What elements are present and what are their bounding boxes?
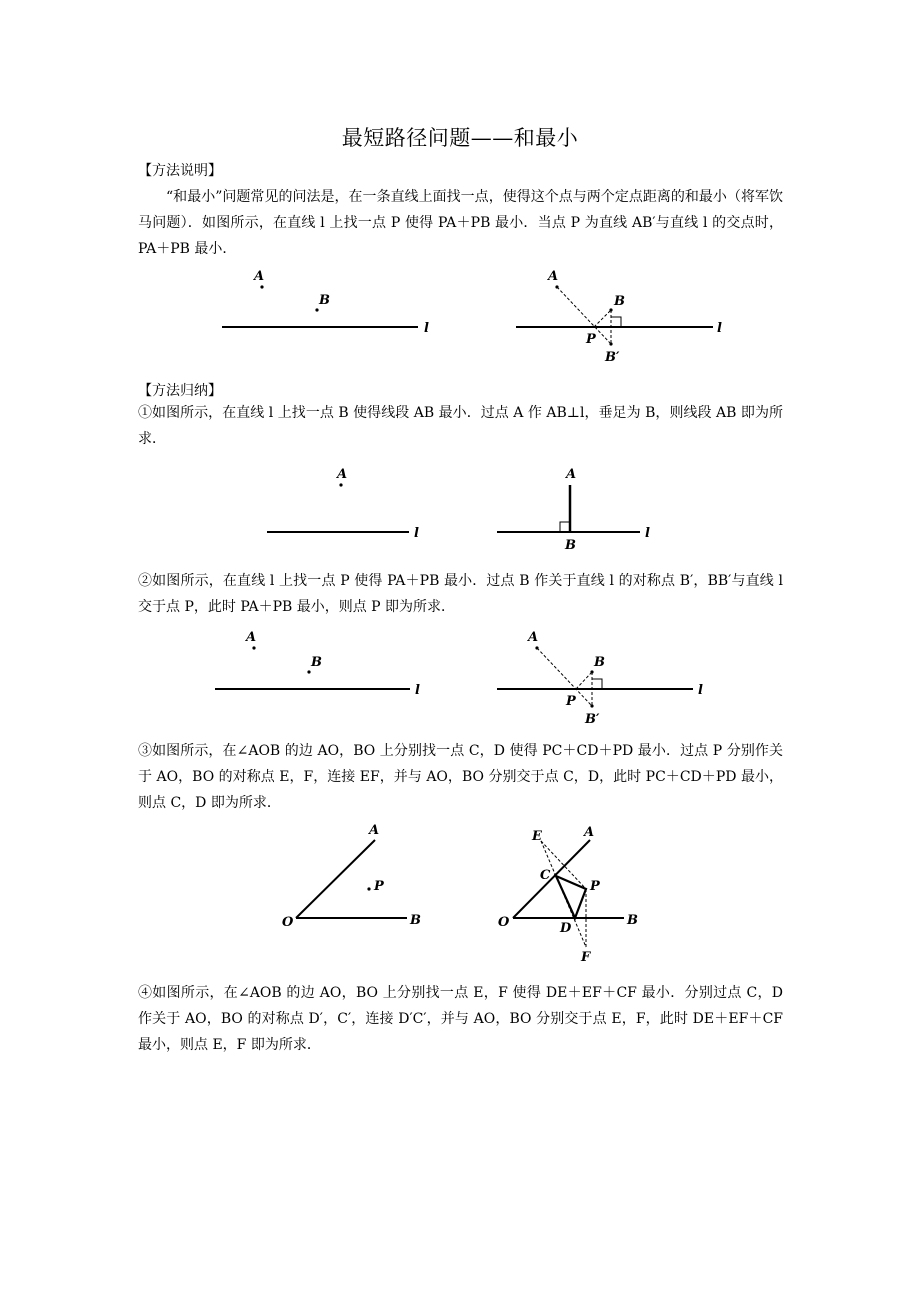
label-l: l — [717, 321, 722, 336]
label-e: E — [532, 829, 542, 844]
label-b: B — [565, 538, 576, 553]
label-a: A — [548, 269, 559, 284]
figure-angle-triangle — [0, 820, 920, 970]
right-angle-mark — [611, 317, 621, 327]
label-c: C — [540, 868, 551, 883]
point-b — [307, 670, 310, 673]
figure-1-right — [516, 269, 722, 365]
label-o: O — [498, 915, 510, 930]
figure-4-left — [282, 823, 421, 930]
label-b: B — [594, 655, 605, 670]
label-a: A — [369, 823, 380, 838]
label-d: D — [560, 921, 572, 936]
right-angle-mark — [592, 679, 602, 689]
summary-item-3: ③如图所示，在∠AOB 的边 AO，BO 上分别找一点 C，D 使得 PC＋CD＋PD 最小．过点 P 分别作关于 AO，BO 的对称点 E，F，连接 EF，并与 AO，BO 分别交于点 C，D，此时 PC＋CD＋PD 最小，则点 C，D 即为所求． — [138, 743, 783, 811]
figure-3-right — [497, 630, 703, 727]
segment-ab-prime — [537, 648, 592, 706]
summary-item-4: ④如图所示，在∠AOB 的边 AO，BO 上分别找一点 E，F 使得 DE＋EF＋CF 最小．分别过点 C，D 作关于 AO，BO 的对称点 D′，C′，连接 D′C′，并与 AO，BO 分别交于点 E，F，此时 DE＋EF＋CF 最小，则点 E，F 即为所求． — [138, 985, 783, 1053]
point-a — [252, 646, 255, 649]
label-a: A — [337, 467, 348, 482]
summary-item-1: ①如图所示，在直线 l 上找一点 B 使得线段 AB 最小．过点 A 作 AB⊥l，垂足为 B，则线段 AB 即为所求． — [138, 405, 783, 447]
label-a: A — [566, 467, 577, 482]
point-a — [535, 646, 538, 649]
point-b — [609, 308, 612, 311]
label-l: l — [645, 526, 650, 541]
triangle-pcd — [556, 876, 586, 918]
label-l: l — [424, 321, 429, 336]
label-l: l — [414, 526, 419, 541]
label-a: A — [584, 825, 595, 840]
label-b: B — [614, 294, 625, 309]
ray-oa — [296, 840, 375, 918]
label-b: B — [319, 293, 330, 308]
segment-ab-prime — [557, 287, 611, 344]
section-heading-summary: 【方法归纳】 — [138, 383, 222, 399]
point-a — [339, 483, 342, 486]
point-b — [590, 670, 593, 673]
figure-4-right — [498, 825, 638, 965]
summary-item-2: ②如图所示，在直线 l 上找一点 P 使得 PA＋PB 最小．过点 B 作关于直线 l 的对称点 B′，BB′与直线 l 交于点 P，此时 PA＋PB 最小，则点 P 即为所求． — [138, 573, 783, 615]
segment-pb — [576, 672, 592, 689]
point-b — [315, 308, 318, 311]
label-p: P — [374, 879, 384, 894]
label-l: l — [415, 683, 420, 698]
right-angle-mark — [560, 522, 570, 532]
section-heading-method: 【方法说明】 — [138, 163, 222, 179]
label-p: P — [590, 879, 600, 894]
label-b-prime: B′ — [605, 350, 620, 365]
label-a: A — [528, 630, 539, 645]
point-p — [367, 887, 370, 890]
point-a — [555, 285, 558, 288]
figure-2-left — [267, 467, 419, 541]
figure-2-right — [497, 467, 650, 553]
figure-reflection-line — [0, 625, 920, 730]
method-description: “和最小”问题常见的问法是，在一条直线上面找一点，使得这个点与两个定点距离的和最小（将军饮马问题）．如图所示，在直线 l 上找一点 P 使得 PA＋PB 最小．当点 P 为直线 AB′与直线 l 的交点时，PA＋PB 最小． — [138, 189, 783, 257]
label-b: B — [311, 655, 322, 670]
label-p: P — [586, 332, 596, 347]
point-b-prime — [609, 342, 612, 345]
point-a — [260, 285, 263, 288]
label-a: A — [254, 269, 265, 284]
figure-perpendicular — [0, 460, 920, 560]
label-b: B — [627, 913, 638, 928]
label-o: O — [282, 915, 294, 930]
label-p: P — [566, 694, 576, 709]
figure-general-problem — [0, 260, 920, 370]
label-f: F — [581, 950, 591, 965]
page-title: 最短路径问题——和最小 — [341, 126, 579, 150]
point-b-prime — [590, 704, 593, 707]
label-a: A — [246, 630, 257, 645]
figure-3-left — [215, 630, 420, 698]
label-l: l — [698, 683, 703, 698]
segment-pb — [594, 310, 611, 327]
label-b-prime: B′ — [585, 712, 600, 727]
label-b: B — [410, 913, 421, 928]
figure-1-left — [222, 269, 429, 336]
